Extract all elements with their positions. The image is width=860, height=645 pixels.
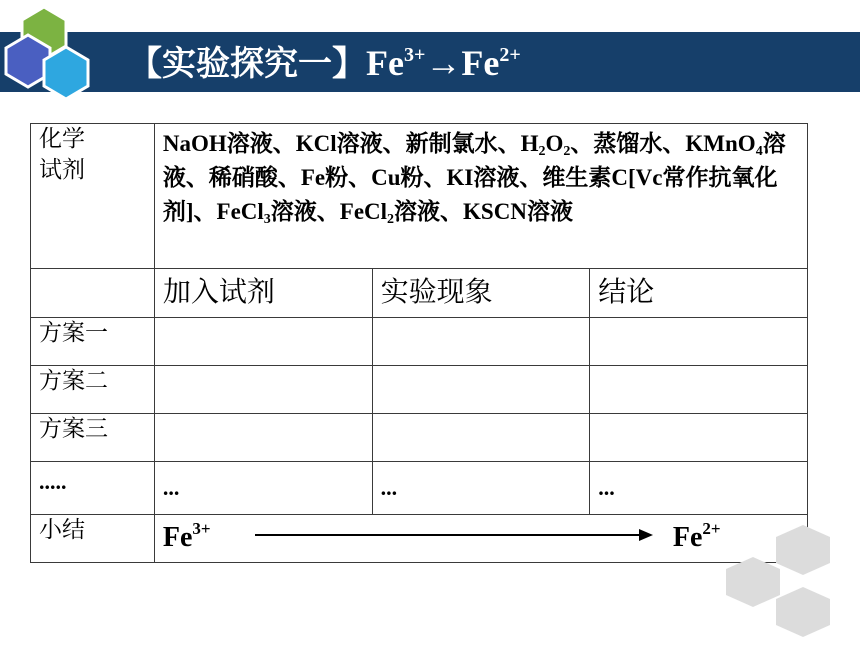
deco-hexagon (776, 525, 830, 575)
table-row (31, 318, 808, 366)
table-cell (154, 318, 372, 366)
row-label: 方案三 (31, 414, 155, 462)
table-cell (372, 366, 590, 414)
row-label: ..... (31, 462, 155, 515)
reagent-label: 化学 试剂 (31, 124, 155, 269)
summary-label: 小结 (31, 515, 155, 563)
experiment-table (30, 123, 808, 563)
hexagon-light-blue (44, 47, 88, 99)
table-cell: ... (372, 462, 590, 515)
summary-cell (154, 515, 807, 563)
header-cell-empty (31, 269, 155, 318)
table-cell (590, 366, 808, 414)
summary-to-ion: $Fe^{2+}$ (672, 519, 721, 553)
table-cell (590, 414, 808, 462)
table-row (31, 414, 808, 462)
summary-row (31, 515, 808, 563)
decorative-hexagons (716, 525, 860, 645)
table-cell (372, 414, 590, 462)
table-row (31, 462, 808, 515)
table-cell (372, 318, 590, 366)
table-row (31, 366, 808, 414)
table-cell: ... (154, 462, 372, 515)
hexagon-logo-icon (0, 0, 130, 120)
header-phenomenon: 实验现象 (372, 269, 590, 318)
table-cell (154, 366, 372, 414)
deco-hexagon (726, 557, 780, 607)
row-label: 方案一 (31, 318, 155, 366)
header-conclusion: 结论 (590, 269, 808, 318)
table-cell (590, 318, 808, 366)
arrow-right-icon (255, 525, 655, 545)
reagent-list: NaOH溶液、KCl溶液、新制氯水、$H_2O_2$、蒸馏水、KMnO$_4$溶液、稀硝酸、Fe粉、Cu粉、KI溶液、维生素C[Vc常作抗氧化剂]、FeCl$_3$溶液、FeCl$_2$溶液、KSCN溶液 (154, 124, 807, 269)
header-row (31, 269, 808, 318)
deco-hexagon (776, 587, 830, 637)
summary-from-ion: $Fe^{3+}$ (162, 519, 211, 553)
reagent-row (31, 124, 808, 269)
header-reagent-added: 加入试剂 (154, 269, 372, 318)
table-cell: ... (590, 462, 808, 515)
table-cell (154, 414, 372, 462)
row-label: 方案二 (31, 366, 155, 414)
page-title: 【实验探究一】$Fe^{3+}\to Fe^{2+}$ (128, 43, 521, 84)
